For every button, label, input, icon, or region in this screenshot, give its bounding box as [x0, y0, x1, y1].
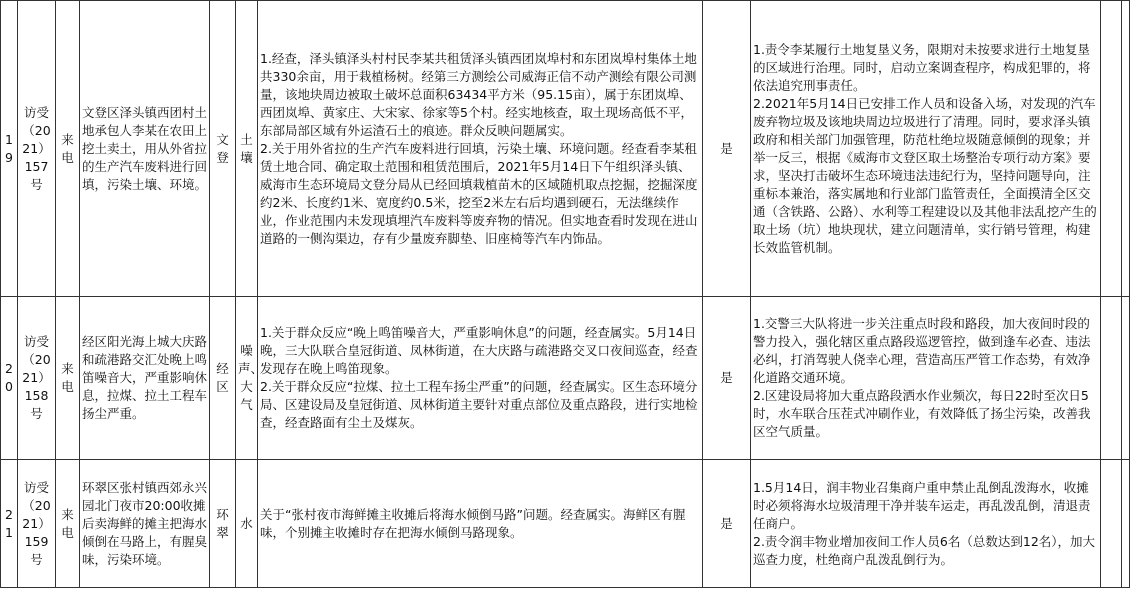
empty-cell: [1122, 460, 1130, 588]
action-item: 1.5月14日，润丰物业召集商户重申禁止乱倒乱泼海水，收摊时必须将海水垃圾清理干净并装车运走，再乱泼乱倒，清退责任商户。: [753, 479, 1091, 531]
action-item: 2.责令润丰物业增加夜间工作人员6名（总数达到12名），加大巡查力度，杜绝商户乱泼乱倒行为。: [753, 533, 1096, 567]
action-item: 1.交警三大队将进一步关注重点时段和路段，加大夜间时段的警力投入，强化辖区重点路段巡逻管控，做到逢车必查、违法必纠，打消驾驶人侥幸心理，营造高压严管工作态势，有效净化道路交通环境。: [753, 316, 1091, 385]
complaint-content: 文登区泽头镇西团村土地承包人李某在农田上挖土卖土，用从外省拉的生产汽车废料进行回填，污染土壤、环境。: [80, 1, 210, 297]
row-number: 21: [1, 460, 18, 588]
handling-actions: [751, 1, 1101, 297]
investigation-findings: [258, 460, 703, 588]
acceptance-number: 访受（2021）158号: [18, 297, 56, 460]
table-row: [1, 460, 1130, 588]
empty-cell: [1101, 460, 1122, 588]
action-item: 2.区建设局将加大重点路段洒水作业频次，每日22时至次日5时，水车联合压茬式冲刷作业，有效降低了扬尘污染，改善我区空气质量。: [753, 388, 1091, 439]
empty-cell: [1122, 1, 1130, 297]
finding-item: 关于“张村夜市海鲜摊主收摊后将海水倾倒马路”问题。经查属实。海鲜区有腥味，个别摊主收摊时存在把海水倾倒马路现象。: [260, 506, 686, 540]
empty-cell: [1122, 297, 1130, 460]
complaint-content: 经区阳光海上城大庆路和疏港路交汇处晚上鸣笛噪音大，严重影响休息，拉煤、拉土工程车扬尘严重。: [80, 297, 210, 460]
action-item: 2.2021年5月14日已安排工作人员和设备入场，对发现的汽车废弃物垃圾及该地块周边垃圾进行了清理。同时，要求泽头镇政府和相关部门加强管理，防范杜绝垃圾随意倾倒的现象；并举一反三，根据《威海市文登区取土场整治专项行动方案》要求，坚决打击破坏生态环境违法违纪行为，坚持问题导向，注重标本兼治，落实属地和行业部门监管责任，全面摸清全区交通（含铁路、公路）、水利等工程建设以及其他非法乱挖产生的取土场（坑）地块现状，建立问题清单，实行销号管理，构建长效监管机制。: [753, 95, 1097, 255]
district: 环翠: [210, 460, 236, 588]
investigation-findings: [258, 297, 703, 460]
finding-item: 1.关于群众反应“晚上鸣笛噪音大，严重影响休息”的问题，经查属实。5月14日晚，三大队联合皇冠街道、凤林街道，在大庆路与疏港路交叉口夜间巡查，经查发现存在晚上鸣笛现象。: [260, 325, 698, 376]
table-row: [1, 1, 1130, 297]
table-row: [1, 297, 1130, 460]
pollution-category: 水: [236, 460, 258, 588]
action-item: 1.责令李某履行土地复垦义务，限期对未按要求进行土地复垦的区域进行治理。同时，启动立案调查程序，构成犯罪的，将依法追究刑事责任。: [753, 41, 1091, 93]
verified-flag: 是: [703, 460, 751, 588]
pollution-category: 噪声、大气: [236, 297, 258, 460]
verified-flag: 是: [703, 1, 751, 297]
finding-item: 2.关于用外省拉的生产汽车废料进行回填，污染土壤、环境问题。经查看李某租赁土地合同、确定取土范围和租赁范围后，2021年5月14日下午组织泽头镇、威海市生态环境局文登分局从已经回填栽植苗木的区域随机取点挖掘，挖掘深度约2米、长度约1米、宽度约0.5米，挖至2米左右后均遇到硬石，无法继续作业，作业范围内未发现填埋汽车废料等废弃物的情况。但实地查看时发现在进山道路的一侧沟渠边，存有少量废弃脚垫、旧座椅等汽车内饰品。: [260, 140, 698, 246]
investigation-findings: [258, 1, 703, 297]
finding-item: 2.关于群众反应“拉煤、拉土工程车扬尘严重”的问题，经查属实。区生态环境分局、区建设局及皇冠街道、凤林街道主要针对重点部位及重点路段，进行实地检查，经查路面有尘土及煤灰。: [260, 379, 698, 430]
acceptance-number: 访受（2021）157号: [18, 1, 56, 297]
row-number: 19: [1, 1, 18, 297]
handling-actions: [751, 297, 1101, 460]
pollution-category: 土壤: [236, 1, 258, 297]
district: 经区: [210, 297, 236, 460]
complaint-source: 来电: [56, 1, 80, 297]
complaint-content: 环翠区张村镇西郊永兴园北门夜市20:00收摊后卖海鲜的摊主把海水倾倒在马路上，有腥臭味，污染环境。: [80, 460, 210, 588]
empty-cell: [1101, 297, 1122, 460]
verified-flag: 是: [703, 297, 751, 460]
handling-actions: [751, 460, 1101, 588]
finding-item: 1.经查，泽头镇泽头村村民李某共租赁泽头镇西团岚埠村和东团岚埠村集体土地共330余亩，用于栽植杨树。经第三方测绘公司威海正信不动产测绘有限公司测量，该地块周边被取土破坏总面积63434平方米（95.15亩），属于东团岚埠、西团岚埠、黄家庄、大宋家、徐家等5个村。经实地核查，取土现场高低不平，东部局部区域有外运渣石土的痕迹。群众反映问题属实。: [260, 50, 697, 138]
empty-cell: [1101, 1, 1122, 297]
complaint-source: 来电: [56, 460, 80, 588]
district: 文登: [210, 1, 236, 297]
complaint-source: 来电: [56, 297, 80, 460]
acceptance-number: 访受（2021）159号: [18, 460, 56, 588]
row-number: 20: [1, 297, 18, 460]
